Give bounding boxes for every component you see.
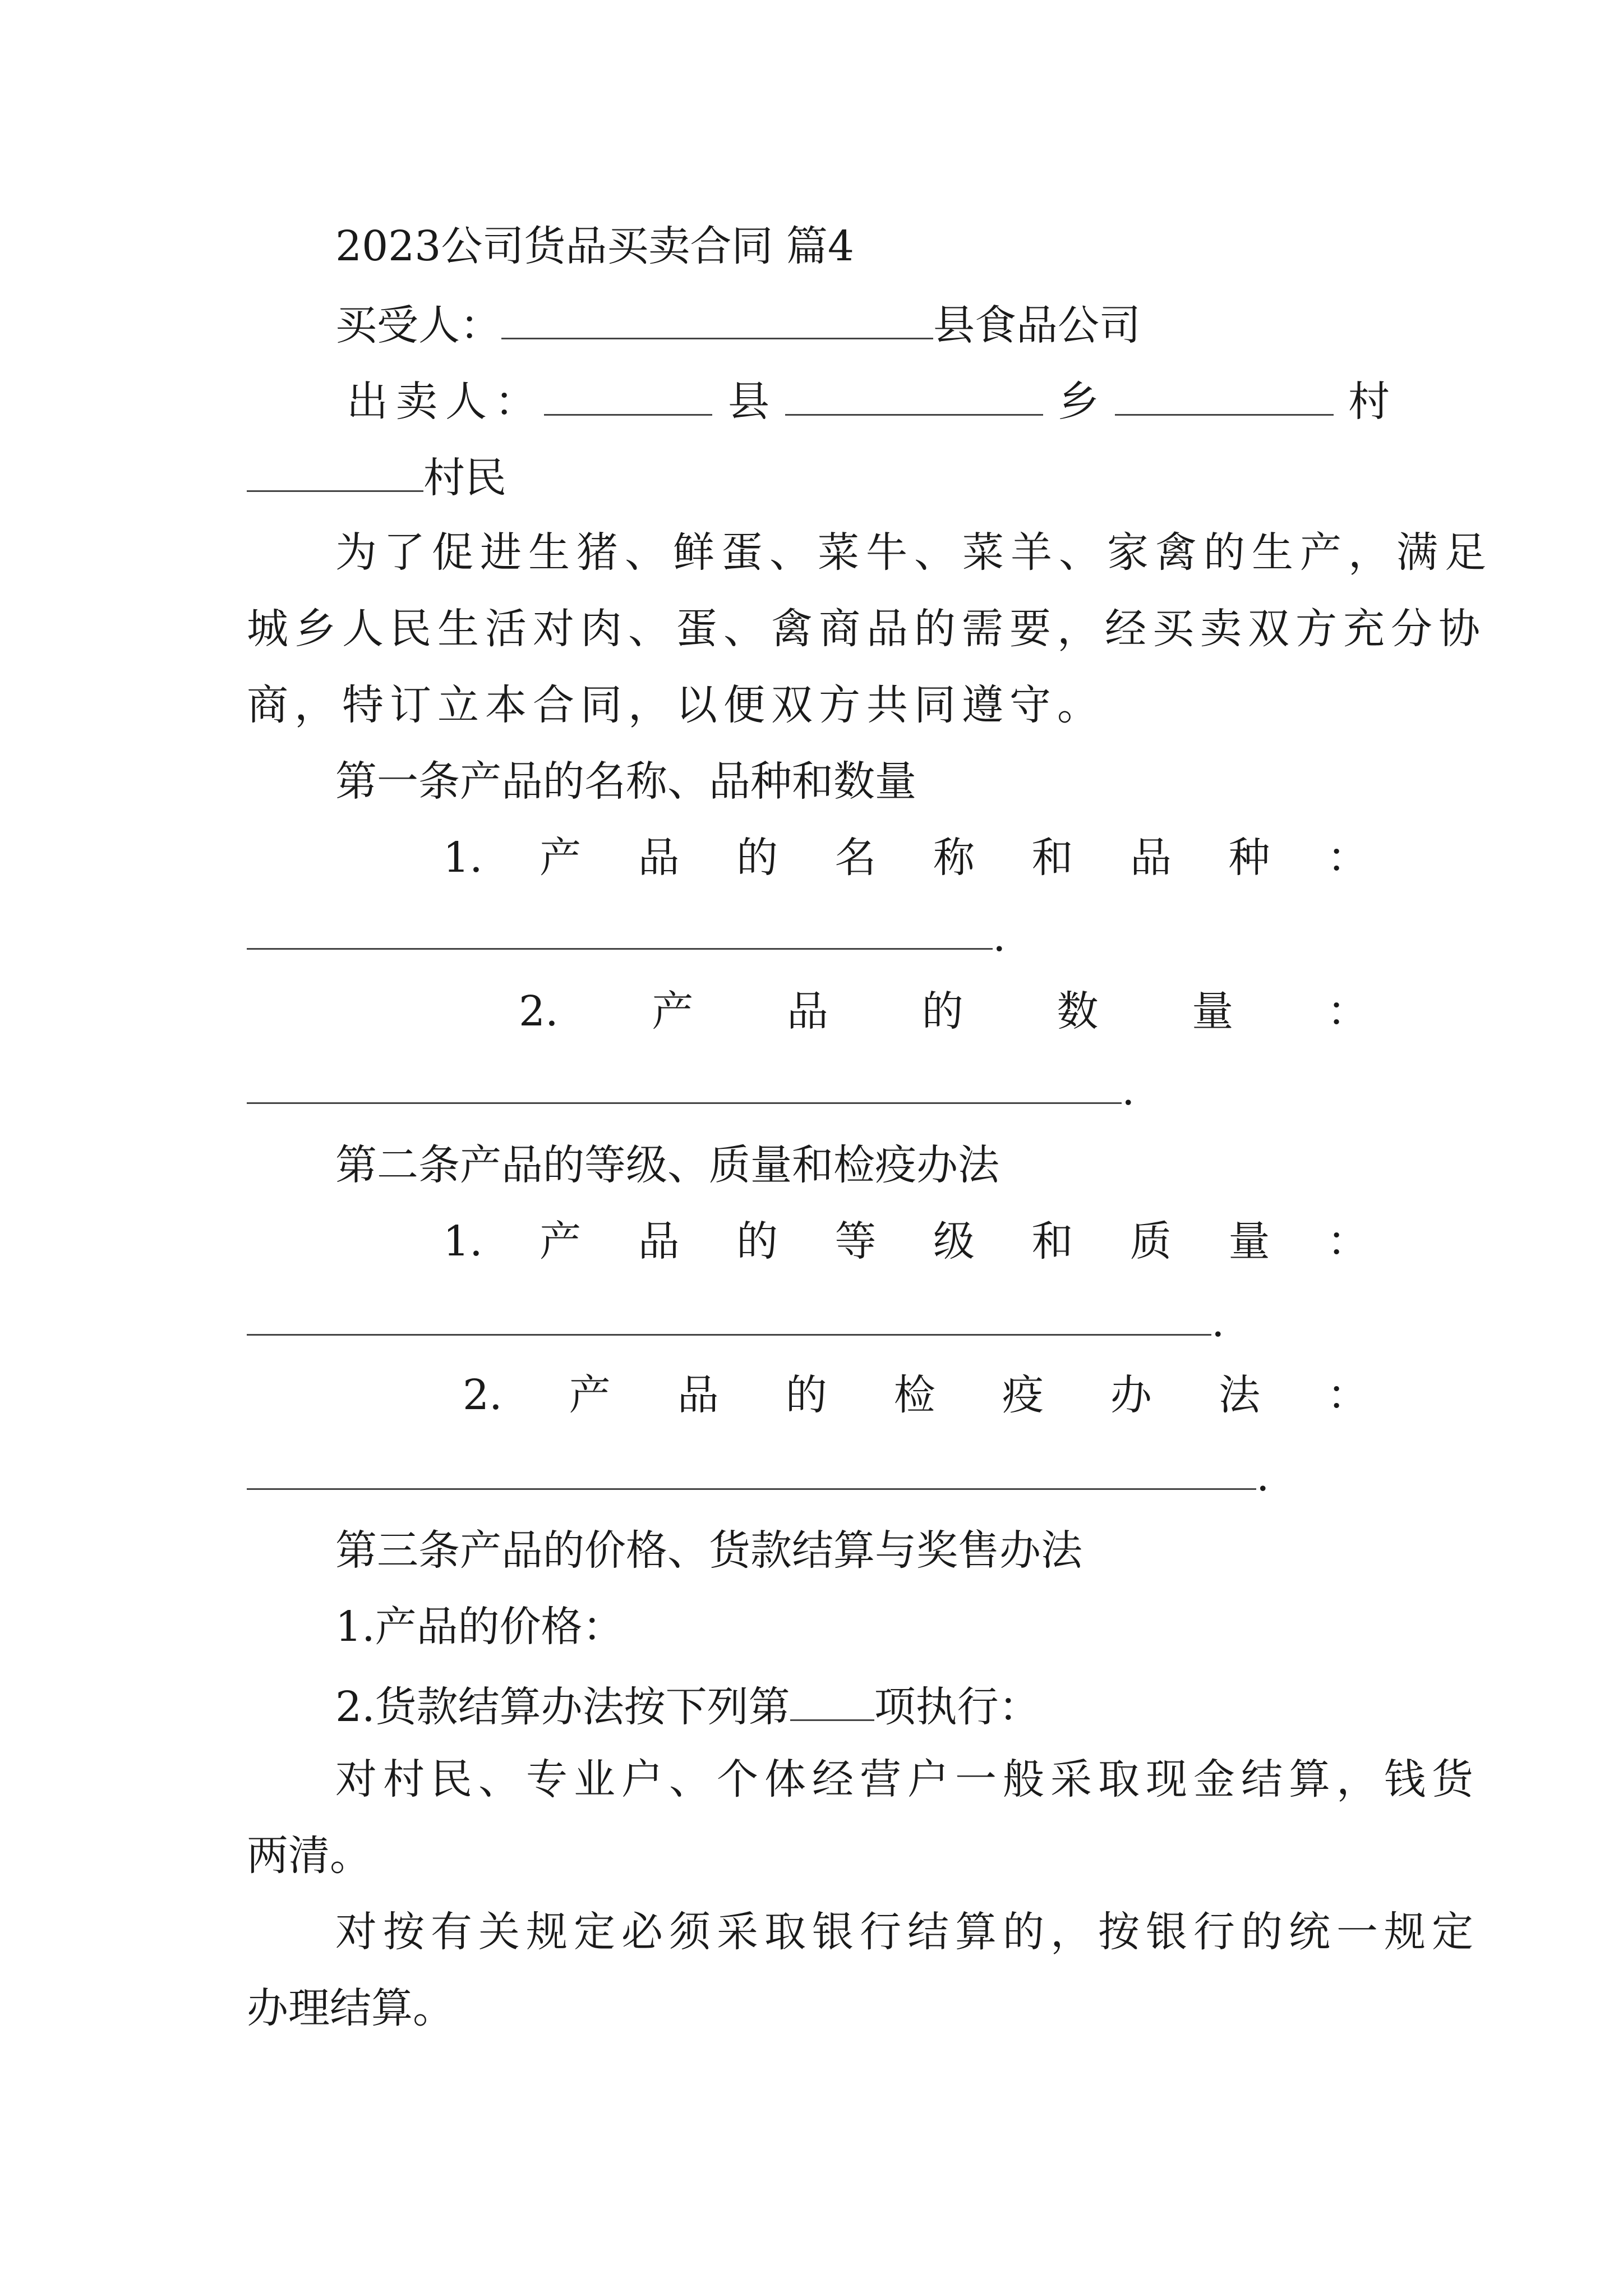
item-token: 品 <box>638 1217 680 1266</box>
settlement-suffix: 项执行： <box>874 1683 1040 1731</box>
item-token: ： <box>1326 1371 1368 1419</box>
item-token: 等 <box>834 1217 877 1266</box>
item-token: ： <box>1326 834 1368 882</box>
article3-cash-line-1: 对村民、专业户、个体经营户一般采取现金结算，钱货 <box>335 1755 1479 1803</box>
item-token: 法 <box>1218 1371 1260 1419</box>
article2-item1-blank <box>247 1334 1211 1336</box>
article2-item2-blank <box>247 1488 1256 1490</box>
article3-bank-line-2: 办理结算。 <box>247 1984 454 2032</box>
buyer-line <box>335 301 1141 349</box>
item-token: 名 <box>834 834 877 882</box>
item-token: 量 <box>1192 987 1234 1036</box>
item-token: ： <box>1326 1217 1368 1266</box>
item-token: 检 <box>893 1371 935 1419</box>
article3-bank-line-1: 对按有关规定必须采取银行结算的，按银行的统一规定 <box>335 1908 1479 1956</box>
item-token: 的 <box>736 1217 778 1266</box>
article1-item1-blank <box>247 948 993 950</box>
item-token: 疫 <box>1002 1371 1044 1419</box>
item-token: 量 <box>1228 1217 1270 1266</box>
item-token: 数 <box>1057 987 1099 1036</box>
seller-village-label: 村 <box>1348 378 1398 426</box>
buyer-blank <box>501 301 933 339</box>
article1-item2-period: . <box>1122 1066 1135 1115</box>
article2-item1-period: . <box>1211 1298 1225 1346</box>
seller-villager-label: 村民 <box>423 454 506 502</box>
item-token: 品 <box>638 834 680 882</box>
intro-line-3: 商，特订立本合同，以便双方共同遵守。 <box>247 681 1105 729</box>
item-token: 办 <box>1110 1371 1152 1419</box>
item-token: 品 <box>1130 834 1172 882</box>
item-token: 2. <box>463 1371 502 1419</box>
seller-line-2 <box>247 453 506 502</box>
seller-blank-village <box>1115 377 1334 416</box>
item-token: 2. <box>519 987 559 1036</box>
article2-item2 <box>463 1371 1368 1419</box>
article1-item1-period: . <box>993 913 1006 961</box>
intro-line-1: 为了促进生猪、鲜蛋、菜牛、菜羊、家禽的生产，满足 <box>335 528 1493 577</box>
item-token: 产 <box>540 834 582 882</box>
item-token: 产 <box>569 1371 611 1419</box>
item-token: 称 <box>933 834 975 882</box>
item-token: 级 <box>933 1217 975 1266</box>
article1-item1 <box>443 834 1368 882</box>
item-token: 质 <box>1130 1217 1172 1266</box>
intro-line-2: 城乡人民生活对肉、蛋、禽商品的需要，经买卖双方充分协 <box>247 605 1486 653</box>
item-token: 和 <box>1031 834 1073 882</box>
seller-township-label: 乡 <box>1058 378 1107 426</box>
seller-line <box>347 377 1398 426</box>
buyer-label: 买受人： <box>335 301 501 349</box>
item-token: 品 <box>677 1371 719 1419</box>
seller-blank-township <box>785 377 1043 416</box>
settlement-blank <box>790 1682 874 1721</box>
item-token: 1. <box>443 834 483 882</box>
seller-county-label: 县 <box>728 378 777 426</box>
article1-item2 <box>519 987 1368 1036</box>
title-text: 2023公司货品买卖合同 篇4 <box>335 222 854 270</box>
article2-heading: 第二条产品的等级、质量和检疫办法 <box>335 1141 999 1189</box>
item-token: 和 <box>1031 1217 1073 1266</box>
article3-settlement <box>335 1682 1040 1731</box>
article1-item2-blank <box>247 1102 1122 1104</box>
item-token: 1. <box>443 1217 483 1266</box>
item-token: 的 <box>785 1371 827 1419</box>
article2-item1 <box>443 1217 1368 1266</box>
article1-heading: 第一条产品的名称、品种和数量 <box>335 757 916 806</box>
seller-blank-county <box>544 377 712 416</box>
settlement-prefix: 2.货款结算办法按下列第 <box>335 1683 790 1731</box>
page-title <box>335 222 854 270</box>
article2-item2-period: . <box>1256 1452 1270 1501</box>
seller-blank-villager <box>247 453 423 492</box>
item-token: 品 <box>787 987 829 1036</box>
item-token: 的 <box>921 987 963 1036</box>
item-token: 产 <box>652 987 694 1036</box>
item-token: ： <box>1326 987 1368 1036</box>
article3-heading: 第三条产品的价格、货款结算与奖售办法 <box>335 1526 1082 1575</box>
item-token: 的 <box>736 834 778 882</box>
item-token: 种 <box>1228 834 1270 882</box>
article3-cash-line-2: 两清。 <box>247 1832 371 1880</box>
seller-label: 出卖人： <box>347 378 544 426</box>
article3-price: 1.产品的价格： <box>335 1603 624 1651</box>
buyer-suffix: 县食品公司 <box>933 301 1141 349</box>
item-token: 产 <box>540 1217 582 1266</box>
